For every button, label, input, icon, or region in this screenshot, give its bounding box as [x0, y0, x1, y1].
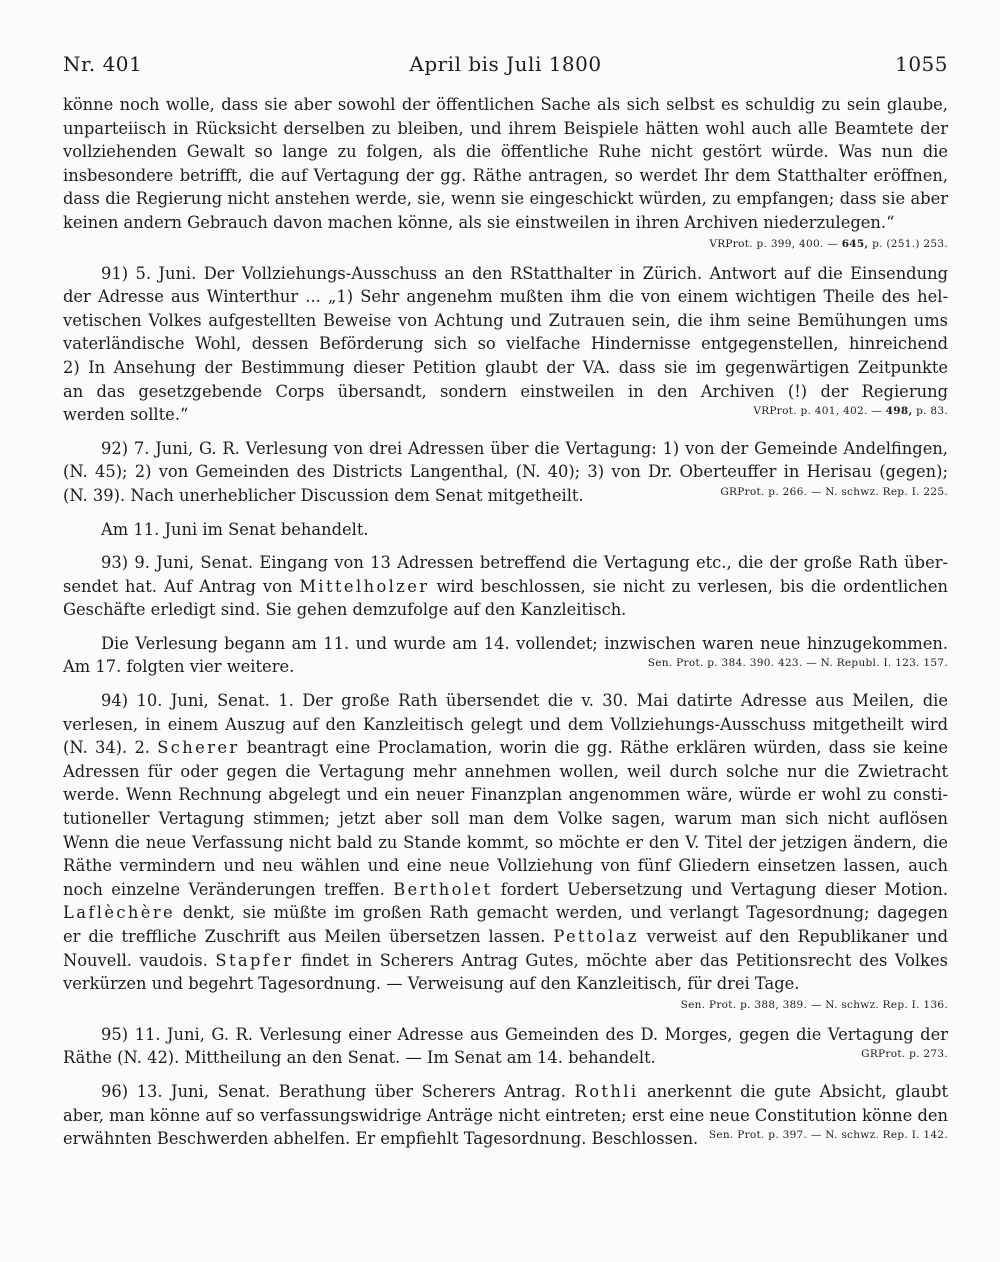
text-line: (N. 39). Nach unerheblicher Discussion dem Senat mitgetheilt. GRProt. p. 266. — N. schwz. Rep. I. 225. [63, 484, 948, 508]
entry-95 [63, 1023, 948, 1070]
text-line: an das gesetzgebende Corps übersandt, sondern einstweilen in den Archiven (!) der Regierung [63, 381, 948, 401]
text-line: keinen andern Gebrauch davon machen könne, als sie einstweilen in ihren Archiven niederzulegen.“ [63, 212, 895, 232]
text-line: tutioneller Vertagung stimmen; jetzt aber soll man dem Volke sagen, warum man sich nicht auflösen [63, 809, 948, 829]
text-line: 91) 5. Juni. Der Vollziehungs-Ausschuss an den RStatthalter in Zürich. Antwort auf die Einsendung [101, 263, 948, 283]
paragraph-continuation [63, 93, 948, 252]
text-line: Die Verlesung begann am 11. und wurde am 14. vollendet; inzwischen waren neue hinzugekommen. [101, 633, 948, 653]
text-line: 94) 10. Juni, Senat. 1. Der große Rath übersendet die v. 30. Mai datirte Adresse aus Meilen, die [101, 691, 948, 711]
running-title: April bis Juli 1800 [409, 52, 602, 76]
text-line: Räthe vermindern und neu wählen und eine neue Vollziehung von fünf Gliedern einsetzen lassen, auch [63, 856, 948, 876]
text-line: noch einzelne Veränderungen treffen. Bertholet fordert Uebersetzung und Vertagung dieser Motion. [63, 879, 948, 899]
text-line: könne noch wolle, dass sie aber sowohl der öffentlichen Sache als sich selbst es schuldig zu sein glaube, [63, 95, 948, 114]
text-line: unparteiisch in Rücksicht derselben zu bleiben, und ihrem Beispiele hätten wohl auch alle Beamtete der [63, 118, 948, 138]
text-line: erwähnten Beschwerden abhelfen. Er empfiehlt Tagesordnung. Beschlossen. Sen. Prot. p. 397. — N. schwz. Rep. I. 142. [63, 1127, 948, 1151]
source-reference: Sen. Prot. p. 388, 389. — N. schwz. Rep. I. 136. [680, 998, 948, 1011]
person-name: Pettolaz [553, 927, 639, 946]
text-line: werde. Wenn Rechnung abgelegt und ein neuer Finanzplan angenommen wäre, würde er wohl zu consti- [63, 785, 948, 805]
entry-91 [63, 262, 948, 427]
text-line: Am 17. folgten vier weitere. Sen. Prot. p. 384. 390. 423. — N. Republ. I. 123. 157. [63, 655, 948, 679]
text-line: werden sollte.“ VRProt. p. 401, 402. — 498, p. 83. [63, 403, 948, 427]
text-line: aber, man könne auf so verfassungswidrige Anträge nicht eintreten; erst eine neue Constitution könne den [63, 1105, 948, 1125]
source-reference: GRProt. p. 273. [861, 1048, 948, 1061]
text-line: vaterländische Wohl, dessen Beförderung sich so vielfache Hindernisse entgegenstellen, hinreichend [63, 334, 948, 354]
text-line: Räthe (N. 42). Mittheilung an den Senat. — Im Senat am 14. behandelt. GRProt. p. 273. [63, 1046, 948, 1070]
source-reference: VRProt. p. 399, 400. — 645, p. (251.) 253. [709, 237, 948, 250]
text-line: 95) 11. Juni, G. R. Verlesung einer Adresse aus Gemeinden des D. Morges, gegen die Vertagung der [101, 1024, 948, 1044]
text-line: vetischen Volkes aufgestellten Beweise von Achtung und Zutrauen sein, die ihm seine Bemühungen ums [63, 310, 948, 330]
text-line: dass die Regierung nicht anstehen werde, sie, wenn sie eingeschickt würden, zu empfangen; dass sie aber [63, 189, 948, 209]
document-number: Nr. 401 [63, 52, 143, 76]
source-reference: VRProt. p. 401, 402. — 498, p. 83. [753, 405, 948, 418]
text-line: Geschäfte erledigt sind. Sie gehen demzufolge auf den Kanzleitisch. [63, 600, 627, 620]
person-name: Stapfer [215, 950, 294, 970]
text-line: 96) 13. Juni, Senat. Berathung über Scherers Antrag. Rothli anerkennt die gute Absicht, glaubt [101, 1081, 948, 1101]
text-line: der Adresse aus Winterthur ... „1) Sehr angenehm mußten ihm die von einem wichtigen Theile des hel- [63, 287, 948, 307]
page-header [63, 52, 948, 82]
person-name: Rothli [574, 1081, 639, 1101]
document-body [63, 93, 948, 1151]
text-line: Nouvell. vaudois. Stapfer findet in Scherers Antrag Gutes, möchte aber das Petitionsrecht des Volkes [63, 950, 948, 970]
text-line: verkürzen und begehrt Tagesordnung. — Verweisung auf den Kanzleitisch, für drei Tage. [63, 974, 800, 994]
source-reference: Sen. Prot. p. 384. 390. 423. — N. Republ. I. 123. 157. [647, 657, 948, 670]
text-line: er die treffliche Zuschrift aus Meilen übersetzen lassen. Pettolaz verweist auf den Republikaner und [63, 927, 948, 946]
entry-93 [63, 551, 948, 622]
person-name: Scherer [157, 738, 240, 758]
person-name: Mittelholzer [299, 576, 430, 596]
entry-93-note [63, 632, 948, 679]
entry-92 [63, 437, 948, 508]
text-line: 92) 7. Juni, G. R. Verlesung von drei Adressen über die Vertagung: 1) von der Gemeinde Andelfingen, [101, 438, 948, 458]
text-line: 93) 9. Juni, Senat. Eingang von 13 Adressen betreffend die Vertagung etc., die der große Rath über- [101, 553, 948, 573]
text-line: vollziehenden Gewalt so lange zu folgen, als die öffentliche Ruhe nicht gestört würde. Was nun die [63, 142, 948, 162]
text-line: sendet hat. Auf Antrag von Mittelholzer wird beschlossen, sie nicht zu verlesen, bis die ordentlichen [63, 576, 948, 596]
person-name: Bertholet [393, 879, 493, 899]
person-name: Laflèchère [63, 903, 176, 923]
text-line: (N. 34). 2. Scherer beantragt eine Proclamation, worin die gg. Räthe erklären würden, dass sie keine [63, 738, 948, 758]
text-line: Laflèchère denkt, sie müßte im großen Rath gemacht werden, und verlangt Tagesordnung; dagegen [63, 903, 948, 923]
text-line: Adressen für oder gegen die Vertagung mehr annehmen wollen, weil durch solche nur die Zwietracht [63, 761, 948, 781]
text-line: 2) In Ansehung der Bestimmung dieser Petition glaubt der VA. dass sie im gegenwärtigen Zeitpunkte [63, 357, 948, 377]
text-line: verlesen, in einem Auszug auf den Kanzleitisch gelegt und dem Vollziehungs-Ausschuss mitgetheilt wird [63, 714, 948, 734]
page-number: 1055 [895, 52, 948, 76]
text-line: Wenn die neue Verfassung nicht bald zu Stande kommt, so möchte er den V. Titel der jetzigen ändern, die [63, 832, 948, 852]
entry-92-note: Am 11. Juni im Senat behandelt. [101, 519, 369, 539]
text-line: insbesondere betrifft, die auf Vertagung der gg. Räthe antragen, so werdet Ihr dem Statthalter eröffnen, [63, 165, 948, 185]
entry-94 [63, 689, 948, 1013]
source-reference: GRProt. p. 266. — N. schwz. Rep. I. 225. [720, 485, 948, 498]
source-reference: Sen. Prot. p. 397. — N. schwz. Rep. I. 142. [708, 1129, 948, 1142]
entry-96 [63, 1080, 948, 1151]
text-line: (N. 45); 2) von Gemeinden des Districts Langenthal, (N. 40); 3) von Dr. Oberteuffer in Herisau (gegen); [63, 462, 948, 482]
